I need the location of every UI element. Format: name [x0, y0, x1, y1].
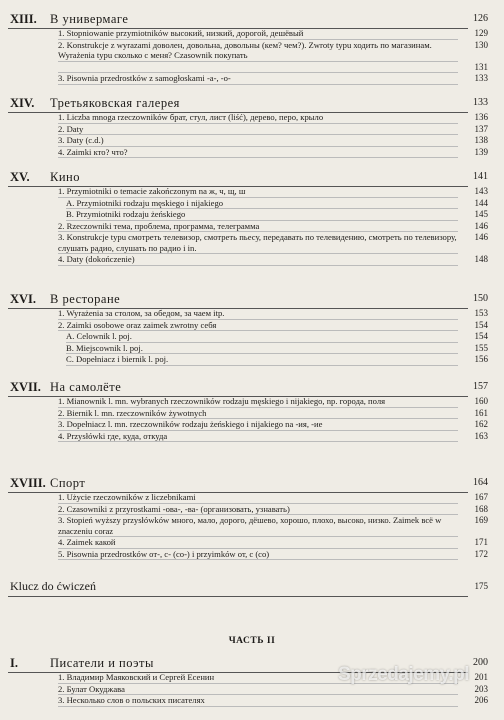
chapter-block: [8, 292, 488, 366]
answer-key-page: 175: [474, 581, 488, 591]
entry-text: 1. Przymiotniki o temacie zakończonym na ж, ч, щ, ш: [58, 186, 458, 198]
entry-text: 4. Zaimek какой: [58, 537, 458, 549]
entry-text: 1. Stopniowanie przymiotników высокий, низкий, дорогой, дешёвый: [58, 28, 458, 40]
entry-text: 3. Несколько слов о польских писателях: [58, 695, 458, 707]
entry-text: 3. Pisownia przedrostków z samogłoskami -a-, -o-: [58, 73, 458, 85]
toc-entry: [8, 419, 488, 431]
toc-entry: [8, 504, 488, 516]
chapter-number: I.: [10, 656, 18, 670]
entry-page: 133: [474, 73, 488, 83]
toc-entry: [8, 343, 488, 355]
toc-entry: [8, 73, 488, 85]
entry-text: 2. Булат Окуджава: [58, 684, 458, 696]
entry-list: [8, 308, 488, 366]
entry-page: 203: [474, 683, 488, 694]
entry-page: 129: [474, 28, 488, 38]
toc-entry: [8, 354, 488, 366]
entry-text: 1. Użycie rzeczowników z liczebnikami: [58, 492, 458, 504]
chapter-title: Спорт: [50, 476, 86, 490]
entry-page: 171: [474, 537, 488, 547]
entry-page: 139: [474, 146, 488, 157]
toc-entry: [8, 62, 488, 74]
entry-page: 143: [474, 186, 488, 196]
chapter-number: XIII.: [10, 12, 37, 26]
chapter-heading: [8, 12, 488, 26]
toc-entry: [8, 308, 488, 320]
entry-page: 206: [474, 695, 488, 705]
entry-list: [8, 492, 488, 560]
toc-entry: [8, 331, 488, 343]
toc-entry: [8, 232, 488, 254]
entry-page: 167: [474, 492, 488, 502]
entry-page: 154: [474, 319, 488, 330]
watermark-logo: [338, 664, 469, 686]
entry-text: 1. Mianownik l. mn. wybranych rzeczowników rodzaju męskiego i nijakiego, np. города, поля: [58, 396, 458, 408]
toc-entry: [8, 198, 488, 210]
entry-page: 161: [474, 407, 488, 418]
toc-entry: [8, 320, 488, 332]
entry-text: 1. Владимир Маяковский и Сергей Есенин: [58, 672, 458, 684]
entry-page: 137: [474, 123, 488, 134]
toc-entry: [8, 40, 488, 62]
toc-entry: [8, 28, 488, 40]
entry-page: 163: [474, 430, 488, 441]
entry-page: 146: [474, 220, 488, 231]
entry-text: C. Dopełniacz i biernik l. poj.: [66, 354, 458, 366]
entry-page: 155: [474, 342, 488, 353]
chapter-block: [8, 170, 488, 266]
entry-text: 2. Czasowniki z przyrostkami -ова-, -ва- (организовать, узнавать): [58, 504, 458, 516]
entry-text: B. Przymiotniki rodzaju żeńskiego: [66, 209, 458, 221]
chapter-title: Третьяковская галерея: [50, 96, 180, 110]
chapter-block: [8, 476, 488, 560]
part-heading: ЧАСТЬ II: [228, 636, 276, 646]
toc-entry: [8, 549, 488, 561]
entry-text: 3. Stopień wyższy przysłówków много, мало, дорого, дёшево, хорошо, плохо, высоко, низко. Zaimek всё w znaczeniu coraz: [58, 515, 458, 537]
chapter-heading: [8, 96, 488, 110]
chapter-heading: [8, 380, 488, 394]
toc-entry: [8, 221, 488, 233]
toc-entry: [8, 254, 488, 266]
answer-key-entry: [8, 578, 488, 594]
toc-entry: [8, 147, 488, 159]
watermark-text: Sprzedajemy.pl: [338, 664, 469, 685]
chapter-title: В универмаге: [50, 12, 129, 26]
entry-text: 2. Biernik l. mn. rzeczowników żywotnych: [58, 408, 458, 420]
chapter-heading: [8, 292, 488, 306]
chapter-page: 133: [473, 97, 488, 108]
entry-text: B. Miejscownik l. poj.: [66, 343, 458, 355]
toc-entry: [8, 695, 488, 707]
toc-entry: [8, 408, 488, 420]
entry-page: 148: [474, 254, 488, 264]
chapter-page: 141: [473, 171, 488, 182]
entry-text: 3. Konstrukcje typu смотреть телевизор, смотреть пьесу, передавать по телевидению, смотреть по телевизору, слушать радио, слушать по радио i in.: [58, 232, 457, 253]
chapter-number: XIV.: [10, 96, 35, 110]
entry-page: 136: [474, 112, 488, 122]
entry-text: A. Przymiotniki rodzaju męskiego i nijakiego: [66, 198, 458, 210]
chapter-heading: [8, 170, 488, 184]
chapter-number: XVI.: [10, 292, 37, 306]
chapter-heading: [8, 476, 488, 490]
entry-list: [8, 396, 488, 442]
entry-page: 168: [474, 503, 488, 514]
entry-page: 153: [474, 308, 488, 318]
toc-entry: [8, 537, 488, 549]
chapter-title: В ресторане: [50, 292, 121, 306]
entry-text: 4. Zaimki кто? что?: [58, 147, 458, 159]
entry-page: 201: [474, 672, 488, 682]
entry-text: 1. Wyrażenia за столом, за обедом, за чаем itp.: [58, 308, 458, 320]
toc-entry: [8, 492, 488, 504]
chapter-block: [8, 96, 488, 158]
chapter-block: [8, 380, 488, 442]
entry-list: [8, 28, 488, 85]
toc-entry: [8, 186, 488, 198]
entry-page: 172: [474, 548, 488, 559]
chapter-number: XVIII.: [10, 476, 46, 490]
chapter-page: 164: [473, 477, 488, 488]
toc-entry: [8, 135, 488, 147]
entry-page: 169: [474, 515, 488, 525]
entry-text: 2. Konstrukcje z wyrazami доволен, довольна, довольны (кем? чем?). Zwroty typu ходить по магазинам. Wyrażenia typu сколько с меня? Czasownik покупать: [58, 40, 458, 62]
toc-entry: [8, 515, 488, 537]
entry-page: 156: [474, 354, 488, 364]
entry-page: 138: [474, 135, 488, 145]
chapter-page: 126: [473, 13, 488, 24]
entry-text: [58, 62, 458, 74]
entry-text: 4. Daty (dokończenie): [58, 254, 458, 266]
chapter-title: Писатели и поэты: [50, 656, 154, 670]
entry-page: 144: [474, 197, 488, 208]
chapter-title: Кино: [50, 170, 80, 184]
entry-page: 146: [474, 232, 488, 242]
toc-entry: [8, 209, 488, 221]
entry-text: 2. Daty: [58, 124, 458, 136]
entry-page: 162: [474, 419, 488, 429]
chapter-title: На самолёте: [50, 380, 122, 394]
chapter-page: 157: [473, 381, 488, 392]
toc-entry: [8, 431, 488, 443]
entry-text: 3. Dopełniacz l. mn. rzeczowników rodzaju żeńskiego i nijakiego na -ия, -ие: [58, 419, 458, 431]
entry-page: 160: [474, 396, 488, 406]
divider: [8, 596, 468, 597]
entry-text: 2. Zaimki osobowe oraz zaimek zwrotny себя: [58, 320, 458, 332]
chapter-block: [8, 12, 488, 85]
entry-page: 130: [474, 39, 488, 50]
chapter-page: 150: [473, 293, 488, 304]
entry-text: 1. Liczba mnoga rzeczowników брат, стул, лист (liść), дерево, перо, крыло: [58, 112, 458, 124]
toc-entry: [8, 396, 488, 408]
entry-page: 154: [474, 331, 488, 341]
entry-page: 145: [474, 209, 488, 219]
entry-text: 4. Przysłówki где, куда, откуда: [58, 431, 458, 443]
entry-text: 3. Daty (c.d.): [58, 135, 458, 147]
chapter-page: 200: [473, 657, 488, 668]
entry-text: 2. Rzeczowniki тема, проблема, программа, телеграмма: [58, 221, 458, 233]
toc-entry: [8, 112, 488, 124]
entry-list: [8, 112, 488, 158]
entry-list: [8, 186, 488, 266]
toc-entry: [8, 124, 488, 136]
entry-text: A. Celownik l. poj.: [66, 331, 458, 343]
chapter-number: XVII.: [10, 380, 41, 394]
answer-key-label: Klucz do ćwiczeń: [10, 579, 96, 593]
chapter-number: XV.: [10, 170, 30, 184]
entry-page: 131: [474, 61, 488, 72]
entry-text: 5. Pisownia przedrostków от-, с- (со-) i przyimków от, с (со): [58, 549, 458, 561]
